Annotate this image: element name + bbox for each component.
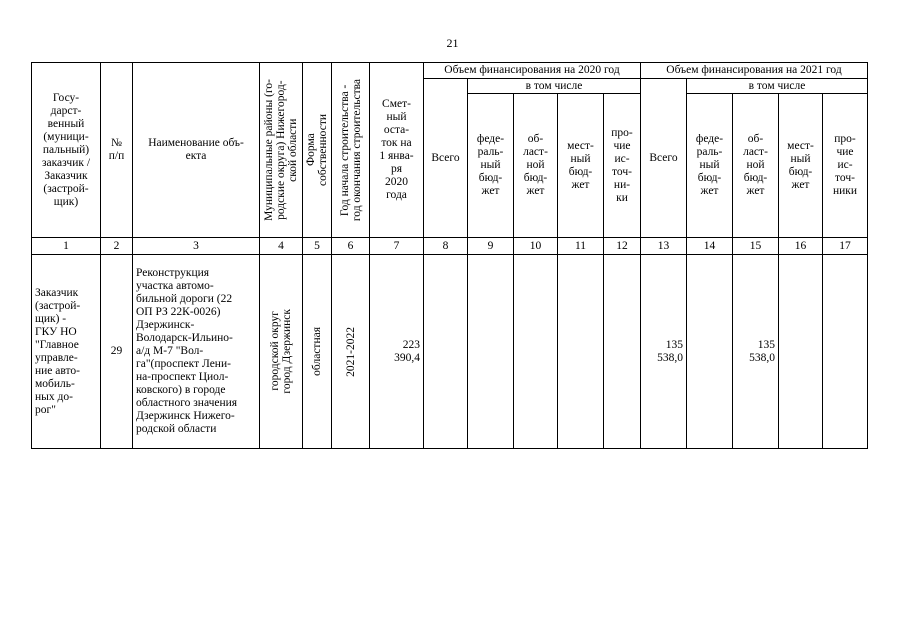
column-number: 15 [733, 238, 779, 255]
column-number-row [32, 238, 868, 255]
column-number: 6 [332, 238, 370, 255]
row-local-2020 [558, 255, 604, 449]
row-num: 29 [101, 255, 133, 449]
row-regional-2021: 135 538,0 [733, 255, 779, 449]
page-number: 21 [446, 36, 459, 50]
row-regional-2020 [514, 255, 558, 449]
column-number: 7 [370, 238, 424, 255]
column-number: 3 [133, 238, 260, 255]
header-fin-2020: Объем финансирования на 2020 год [424, 63, 641, 79]
row-customer: Заказчик (застрой- щик) - ГКУ НО "Главное управле- ние авто- мобиль- ных до- рог" [32, 255, 101, 449]
column-number: 4 [260, 238, 303, 255]
table-row [32, 255, 868, 449]
column-number: 8 [424, 238, 468, 255]
header-local-2020: мест- ный бюд- жет [558, 94, 604, 238]
column-number: 14 [687, 238, 733, 255]
column-number: 12 [604, 238, 641, 255]
row-total-2021: 135 538,0 [641, 255, 687, 449]
column-number: 2 [101, 238, 133, 255]
header-including-2021: в том числе [687, 79, 868, 94]
row-total-2020 [424, 255, 468, 449]
header-including-2020: в том числе [468, 79, 641, 94]
header-estimate: Смет- ный оста- ток на 1 янва- ря 2020 года [370, 63, 424, 238]
row-local-2021 [779, 255, 823, 449]
column-number: 10 [514, 238, 558, 255]
column-number: 5 [303, 238, 332, 255]
column-number: 11 [558, 238, 604, 255]
header-years: Год начала строительства - год окончания строительства [332, 63, 370, 238]
row-federal-2020 [468, 255, 514, 449]
row-other-2021 [823, 255, 868, 449]
row-other-2020 [604, 255, 641, 449]
header-local-2021: мест- ный бюд- жет [779, 94, 823, 238]
header-other-2020: про- чие ис- точ- ни- ки [604, 94, 641, 238]
column-number: 1 [32, 238, 101, 255]
row-years: 2021-2022 [332, 255, 370, 449]
header-regional-2020: об- ласт- ной бюд- жет [514, 94, 558, 238]
header-ownership: Форма собственности [303, 63, 332, 238]
column-number: 17 [823, 238, 868, 255]
row-district: городской округ город Дзержинск [260, 255, 303, 449]
row-federal-2021 [687, 255, 733, 449]
row-estimate: 223 390,4 [370, 255, 424, 449]
header-total-2020: Всего [424, 79, 468, 238]
header-total-2021: Всего [641, 79, 687, 238]
financing-table [31, 62, 868, 449]
row-object-name: Реконструкция участка автомо- бильной дороги (22 ОП РЗ 22К-0026) Дзержинск- Володарск-Ильино- а/д М-7 "Вол- га"(проспект Лени- на-проспект Циол- ковского) в городе областного значения Дзержинск Нижего- родской области [133, 255, 260, 449]
header-object-name: Наименование объ- екта [133, 63, 260, 238]
header-districts: Муниципальные районы (го- родские округа) Нижегород- ской области [260, 63, 303, 238]
header-federal-2021: феде- раль- ный бюд- жет [687, 94, 733, 238]
header-federal-2020: феде- раль- ный бюд- жет [468, 94, 514, 238]
header-fin-2021: Объем финансирования на 2021 год [641, 63, 868, 79]
column-number: 13 [641, 238, 687, 255]
column-number: 16 [779, 238, 823, 255]
header-regional-2021: об- ласт- ной бюд- жет [733, 94, 779, 238]
header-other-2021: про- чие ис- точ- ники [823, 94, 868, 238]
header-customer: Госу- дарст- венный (муници- пальный) заказчик / Заказчик (застрой- щик) [32, 63, 101, 238]
header-num: № п/п [101, 63, 133, 238]
row-ownership: областная [303, 255, 332, 449]
column-number: 9 [468, 238, 514, 255]
